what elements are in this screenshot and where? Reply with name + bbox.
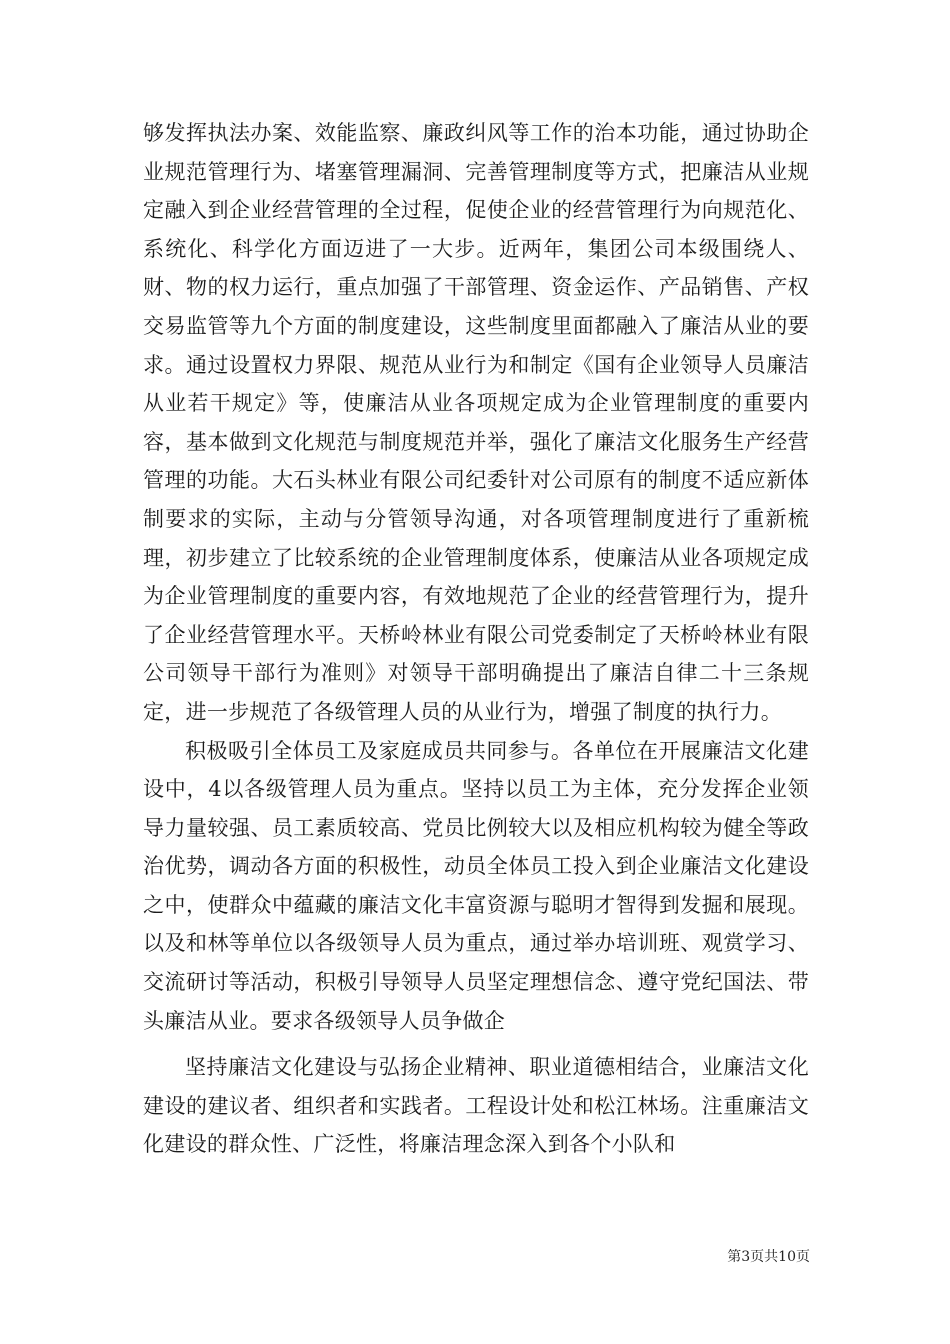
document-body — [143, 114, 809, 1164]
paragraph-3: 坚持廉洁文化建设与弘扬企业精神、职业道德相结合，业廉洁文化建设的建议者、组织者和实践者。工程设计处和松江林场。注重廉洁文化建设的群众性、广泛性，将廉洁理念深入到各个小队和 — [143, 1055, 809, 1157]
page-number-footer: 第3页共10页 — [727, 1249, 810, 1265]
paragraph-2: 积极吸引全体员工及家庭成员共同参与。各单位在开展廉洁文化建设中，4以各级管理人员为重点。坚持以员工为主体，充分发挥企业领导力量较强、员工素质较高、党员比例较大以及相应机构较为健全等政治优势，调动各方面的积极性，动员全体员工投入到企业廉洁文化建设之中，使群众中蕴藏的廉洁文化丰富资源与聪明才智得到发掘和展现。以及和林等单位以各级领导人员为重点，通过举办培训班、观赏学习、交流研讨等活动，积极引导领导人员坚定理想信念、遵守党纪国法、带头廉洁从业。要求各级领导人员争做企 — [143, 738, 809, 1033]
paragraph-1: 够发挥执法办案、效能监察、廉政纠风等工作的治本功能，通过协助企业规范管理行为、堵塞管理漏洞、完善管理制度等方式，把廉洁从业规定融入到企业经营管理的全过程，促使企业的经营管理行为向规范化、系统化、科学化方面迈进了一大步。近两年，集团公司本级围绕人、财、物的权力运行，重点加强了干部管理、资金运作、产品销售、产权交易监管等九个方面的制度建设，这些制度里面都融入了廉洁从业的要求。通过设置权力界限、规范从业行为和制定《国有企业领导人员廉洁从业若干规定》等，使廉洁从业各项规定成为企业管理制度的重要内容，基本做到文化规范与制度规范并举，强化了廉洁文化服务生产经营管理的功能。大石头林业有限公司纪委针对公司原有的制度不适应新体制要求的实际，主动与分管领导沟通，对各项管理制度进行了重新梳理，初步建立了比较系统的企业管理制度体系，使廉洁从业各项规定成为企业管理制度的重要内容，有效地规范了企业的经营管理行为，提升了企业经营管理水平。天桥岭林业有限公司党委制定了天桥岭林业有限公司领导干部行为准则》对领导干部明确提出了廉洁自律二十三条规定，进一步规范了各级管理人员的从业行为，增强了制度的执行力。 — [143, 121, 809, 724]
